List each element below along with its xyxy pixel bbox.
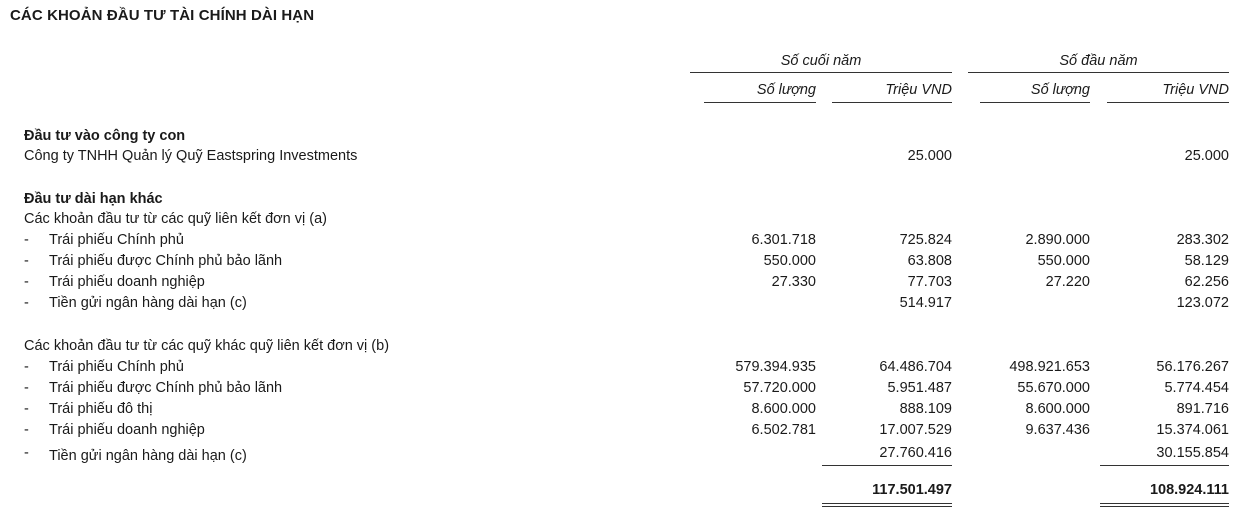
row-label: Tiền gửi ngân hàng dài hạn (c) (49, 448, 247, 464)
cell-value-end: 514.917 (899, 295, 952, 311)
bullet-dash: - (24, 295, 29, 311)
subheader-rule-3 (980, 102, 1090, 103)
row-label: Tiền gửi ngân hàng dài hạn (c) (49, 295, 247, 311)
subheader-rule-4 (1107, 102, 1229, 103)
total-row (0, 482, 1248, 502)
cell-value-end: 63.808 (907, 253, 952, 269)
bullet-dash: - (24, 253, 29, 269)
subsection-heading-b (0, 338, 1248, 358)
cell-quantity-end: 57.720.000 (743, 380, 816, 396)
subsection-label: Các khoản đầu tư từ các quỹ khác quỹ liên kết đơn vị (b) (24, 338, 390, 354)
cell-value-end: 5.951.487 (887, 380, 952, 396)
bullet-dash: - (24, 359, 29, 375)
section-heading-label: Đầu tư dài hạn khác (24, 191, 163, 207)
cell-quantity-end: 6.502.781 (751, 422, 816, 438)
cell-quantity-begin: 550.000 (1037, 253, 1090, 269)
cell-value-end: 17.007.529 (879, 422, 952, 438)
total-double-rule-end-2 (822, 506, 952, 507)
row-label: Trái phiếu Chính phủ (49, 359, 184, 375)
total-value-end: 117.501.497 (872, 482, 952, 498)
cell-value-end: 64.486.704 (879, 359, 952, 375)
cell-value-end: 725.824 (899, 232, 952, 248)
section-heading-other (0, 191, 1248, 211)
table-row (0, 274, 1248, 294)
cell-value-begin: 891.716 (1176, 401, 1229, 417)
cell-quantity-begin: 8.600.000 (1025, 401, 1090, 417)
cell-quantity-end: 579.394.935 (735, 359, 816, 375)
table-row (0, 380, 1248, 400)
column-header-value-begin: Triệu VND (1162, 82, 1229, 98)
table-row (0, 232, 1248, 252)
bullet-dash: - (24, 232, 29, 248)
cell-quantity-begin: 9.637.436 (1025, 422, 1090, 438)
subsection-heading-a (0, 211, 1248, 231)
column-group-end-of-year: Số cuối năm (780, 53, 862, 69)
row-label: Trái phiếu được Chính phủ bảo lãnh (49, 253, 283, 269)
cell-quantity-begin: 2.890.000 (1025, 232, 1090, 248)
row-label: Trái phiếu được Chính phủ bảo lãnh (49, 380, 283, 396)
cell-value-end: 27.760.416 (879, 445, 952, 461)
cell-quantity-end: 8.600.000 (751, 401, 816, 417)
group-end-rule (690, 72, 952, 73)
cell-value-begin: 30.155.854 (1156, 445, 1229, 461)
cell-quantity-end: 27.330 (771, 274, 816, 290)
table-row (0, 148, 1248, 168)
row-label: Trái phiếu doanh nghiệp (49, 422, 205, 438)
column-header-quantity-end: Số lượng (756, 82, 816, 98)
table-row (0, 295, 1248, 315)
column-group-beginning-of-year: Số đầu năm (1059, 53, 1138, 69)
column-header-quantity-begin: Số lượng (1030, 82, 1090, 98)
table-row (0, 359, 1248, 379)
cell-value-begin: 56.176.267 (1156, 359, 1229, 375)
bullet-dash: - (24, 445, 29, 461)
cell-value-begin: 123.072 (1176, 295, 1229, 311)
subsection-label: Các khoản đầu tư từ các quỹ liên kết đơn vị (a) (24, 211, 327, 227)
cell-quantity-end: 550.000 (763, 253, 816, 269)
section-heading-label: Đầu tư vào công ty con (24, 128, 186, 144)
group-begin-rule (968, 72, 1229, 73)
bullet-dash: - (24, 274, 29, 290)
page-title: CÁC KHOẢN ĐẦU TƯ TÀI CHÍNH DÀI HẠN (10, 7, 315, 24)
bullet-dash: - (24, 380, 29, 396)
cell-value-begin: 15.374.061 (1156, 422, 1229, 438)
row-label: Công ty TNHH Quản lý Quỹ Eastspring Investments (24, 148, 358, 164)
cell-value-begin: 5.774.454 (1164, 380, 1229, 396)
cell-quantity-begin: 55.670.000 (1017, 380, 1090, 396)
cell-quantity-end: 6.301.718 (751, 232, 816, 248)
cell-value-end: 77.703 (907, 274, 952, 290)
bullet-dash: - (24, 401, 29, 417)
section-heading-subsidiaries (0, 128, 1248, 148)
column-header-value-end: Triệu VND (885, 82, 952, 98)
total-double-rule-end-1 (822, 503, 952, 504)
subheader-rule-1 (704, 102, 816, 103)
row-label: Trái phiếu Chính phủ (49, 232, 184, 248)
cell-value-begin: 62.256 (1184, 274, 1229, 290)
table-row (0, 445, 1248, 465)
cell-value-end: 25.000 (907, 148, 952, 164)
subtotal-rule-begin (1100, 465, 1229, 466)
subtotal-rule-end (822, 465, 952, 466)
total-double-rule-begin-2 (1100, 506, 1229, 507)
cell-value-begin: 25.000 (1184, 148, 1229, 164)
bullet-dash: - (24, 422, 29, 438)
cell-value-end: 888.109 (899, 401, 952, 417)
total-value-begin: 108.924.111 (1149, 482, 1229, 498)
cell-value-begin: 283.302 (1176, 232, 1229, 248)
table-row (0, 422, 1248, 442)
cell-quantity-begin: 27.220 (1045, 274, 1090, 290)
cell-value-begin: 58.129 (1184, 253, 1229, 269)
row-label: Trái phiếu đô thị (49, 401, 153, 417)
cell-quantity-begin: 498.921.653 (1009, 359, 1090, 375)
row-label: Trái phiếu doanh nghiệp (49, 274, 205, 290)
table-row (0, 253, 1248, 273)
table-row (0, 401, 1248, 421)
subheader-rule-2 (832, 102, 952, 103)
total-double-rule-begin-1 (1100, 503, 1229, 504)
